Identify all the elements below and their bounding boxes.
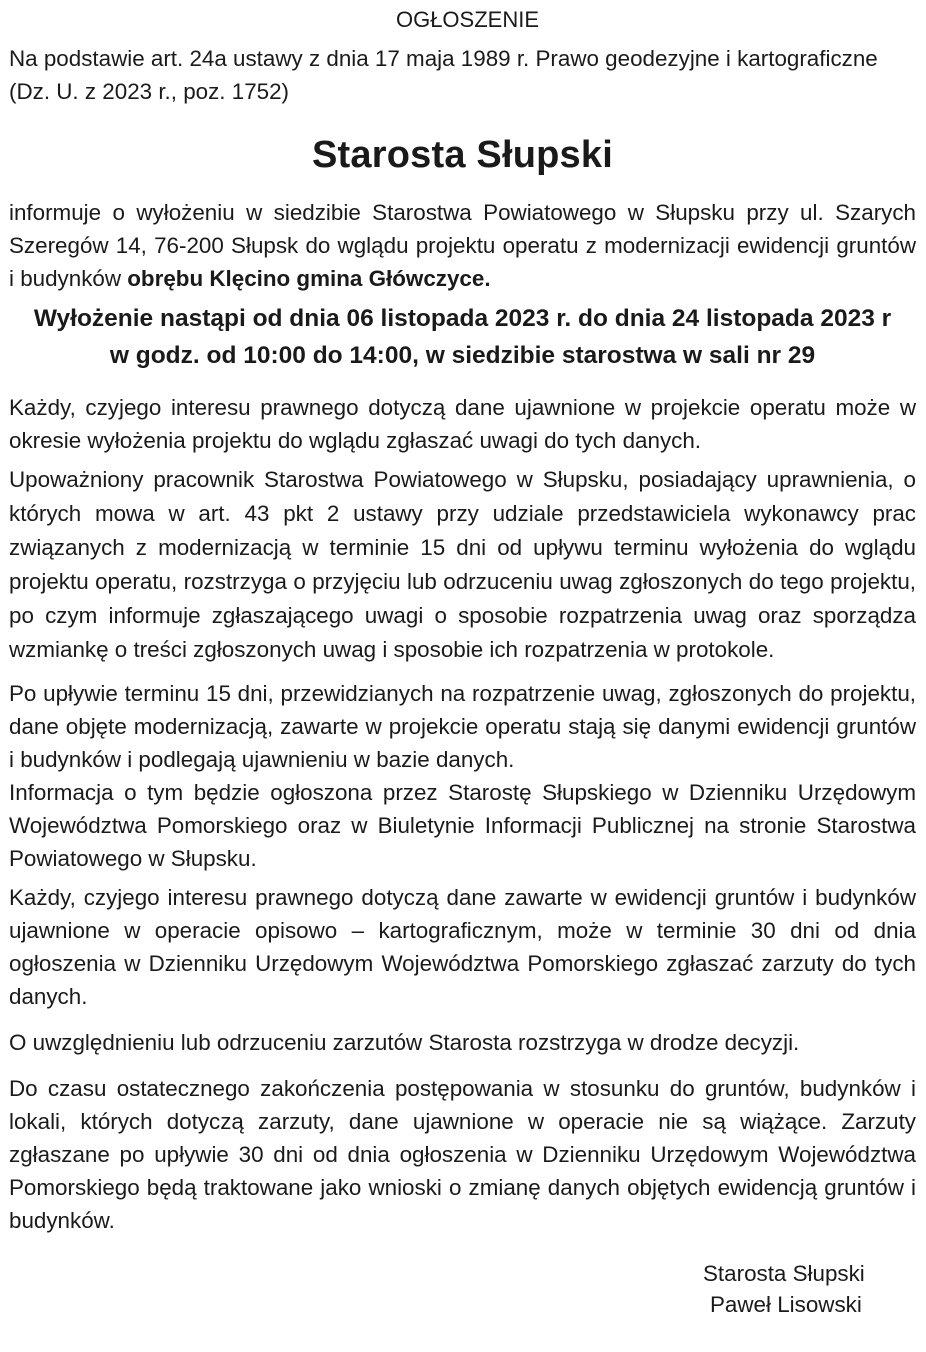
exposure-notice-hours: w godz. od 10:00 do 14:00, w siedzibie starostwa w sali nr 29 — [109, 342, 816, 369]
paragraph-final-proceedings: Do czasu ostatecznego zakończenia postępowania w stosunku do gruntów, budynków i lokali, których dotyczą zarzuty, dane ujawnione w operacie nie są wiążące. Zarzuty zgłaszane po upływie 30 dni od dnia ogłoszenia w Dzienniku Urzędowym Województwa Pomorskiego będą traktowane jako wnioski o zmianę danych objętych ewidencją gruntów i budynków. — [9, 1076, 916, 1233]
paragraph-claims-right: Każdy, czyjego interesu prawnego dotyczą dane zawarte w ewidencji gruntów i budynków ujawnione w operacie opisowo – kartograficznym, może w terminie 30 dni od dnia ogłoszenia w Dzienniku Urzędowym Województwa Pomorskiego zgłaszać zarzuty do tych danych. — [9, 885, 916, 1009]
exposure-notice-dates: Wyłożenie nastąpi od dnia 06 listopada 2023 r. do dnia 24 listopada 2023 r — [33, 305, 892, 332]
signature-position: Starosta Słupski — [703, 1261, 865, 1286]
paragraph-objections-right: Każdy, czyjego interesu prawnego dotyczą dane ujawnione w projekcie operatu może w okresie wyłożenia projektu do wglądu zgłaszać uwagi do tych danych. — [9, 395, 916, 453]
announcement-header: OGŁOSZENIE — [395, 7, 540, 32]
intro-bold-location: obrębu Klęcino gmina Główczyce. — [127, 266, 491, 291]
document-title: Starosta Słupski — [312, 134, 613, 176]
intro-paragraph — [9, 196, 916, 295]
paragraph-authorized-employee: Upoważniony pracownik Starostwa Powiatowego w Słupsku, posiadający uprawnienia, o których mowa w art. 43 pkt 2 ustawy przy udziale przedstawiciela wykonawcy prac związanych z modernizacją w terminie 15 dni od upływu terminu wyłożenia do wglądu projektu operatu, rozstrzyga o przyjęciu lub odrzuceniu uwag zgłoszonych do tego projektu, po czym informuje zgłaszającego uwagi o sposobie rozpatrzenia uwag oraz sporządza wzmiankę o treści zgłoszonych uwag i sposobie ich rozpatrzenia w protokole. — [9, 467, 916, 662]
exposure-notice — [9, 300, 916, 374]
signature-name: Paweł Lisowski — [710, 1292, 862, 1317]
intro-text: informuje o wyłożeniu w siedzibie Starostwa Powiatowego w Słupsku przy ul. Szarych Szeregów 14, 76-200 Słupsk do wglądu projektu operatu z modernizacji ewidencji gruntów i budynków — [9, 200, 916, 291]
paragraph-publication-info: Informacja o tym będzie ogłoszona przez Starostę Słupskiego w Dzienniku Urzędowym Województwa Pomorskiego oraz w Biuletynie Informacji Publicznej na stronie Starostwa Powiatowego w Słupsku. — [9, 780, 916, 871]
paragraph-decision: O uwzględnieniu lub odrzuceniu zarzutów Starosta rozstrzyga w drodze decyzji. — [9, 1030, 800, 1055]
paragraph-after-15-days: Po upływie terminu 15 dni, przewidzianych na rozpatrzenie uwag, zgłoszonych do projektu, dane objęte modernizacją, zawarte w projekcie operatu stają się danymi ewidencji gruntów i budynków i podlegają ujawnieniu w bazie danych. — [9, 681, 916, 772]
legal-basis-text: Na podstawie art. 24a ustawy z dnia 17 maja 1989 r. Prawo geodezyjne i kartograficzne (Dz. U. z 2023 r., poz. 1752) — [9, 46, 878, 104]
announcement-document — [9, 6, 916, 1237]
